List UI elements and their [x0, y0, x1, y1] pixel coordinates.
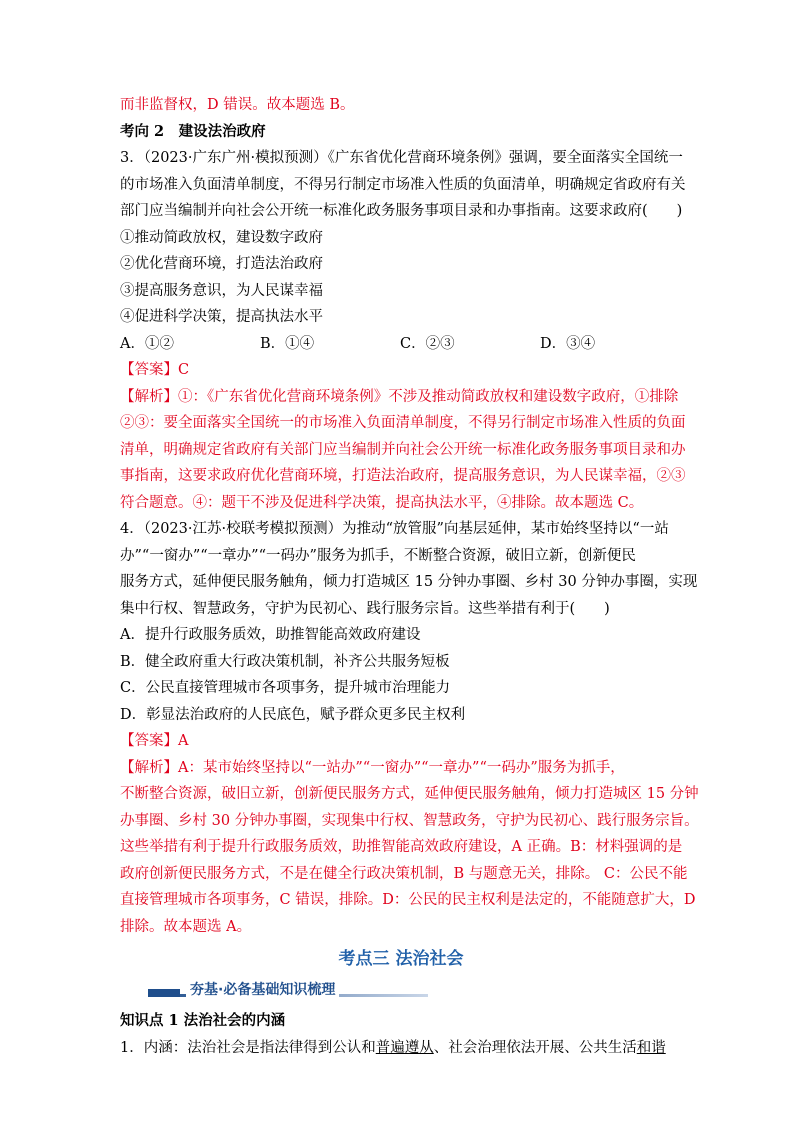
- definition-prefix: 1．内涵：法治社会是指法律得到公认和: [120, 1039, 376, 1056]
- q4-analysis-line: 【解析】A：某市始终坚持以“一站办”“一窗办”“一章办”“一码办”服务为抓手，: [120, 759, 625, 776]
- definition-underline-1: 普遍遵从: [375, 1039, 434, 1056]
- q4-answer: 【答案】A: [120, 733, 189, 749]
- q4-analysis-line: 不断整合资源，破旧立新，创新便民服务方式，延伸便民服务触角，倾力打造城区 15 分钟: [120, 786, 699, 802]
- q3-option-c: C．②③: [400, 335, 455, 352]
- q3-option-d: D．③④: [540, 335, 596, 352]
- section-banner: [120, 978, 682, 1004]
- banner-block: [148, 989, 180, 997]
- q3-analysis-line: 【解析】①：《广东省优化营商环境条例》不涉及推动简政放权和建设数字政府，①排除: [120, 388, 679, 405]
- q4-stem-line: 集中行权、智慧政务，守护为民初心、践行服务宗旨。这些举措有利于( ): [120, 600, 610, 617]
- q3-analysis-line: 事指南，这要求政府优化营商环境，打造法治政府，提高服务意识，为人民谋幸福，②③: [120, 468, 686, 484]
- question-4: [120, 516, 699, 940]
- q3-options: [120, 331, 682, 358]
- q4-analysis-line: 排除。故本题选 A。: [120, 918, 252, 935]
- q3-option-b: B．①④: [260, 335, 315, 352]
- q3-stem-line: 部门应当编制并向社会公开统一标准化政务服务事项目录和办事指南。这要求政府( ): [120, 203, 683, 219]
- q3-item: ②优化营商环境，打造法治政府: [120, 256, 323, 272]
- q4-analysis-line: 政府创新便民服务方式，不是在健全行政决策机制，B 与题意无关，排除。 C：公民不能: [120, 865, 688, 882]
- q3-item: ③提高服务意识，为人民谋幸福: [120, 282, 323, 299]
- knowledge-point-title: 知识点 1 法治社会的内涵: [120, 1012, 286, 1029]
- q3-item: ④促进科学决策，提高执法水平: [120, 309, 323, 325]
- definition-line: [120, 1035, 682, 1062]
- q3-analysis-line: 清单，明确规定省政府有关部门应当编制并向社会公开统一标准化政务服务事项目录和办: [120, 441, 686, 458]
- q4-stem-line: 服务方式，延伸便民服务触角，倾力打造城区 15 分钟办事圈、乡村 30 分钟办事圈，实现: [120, 574, 698, 590]
- section-title: 考点三 法治社会: [338, 949, 464, 969]
- q3-item: ①推动简政放权，建设数字政府: [120, 229, 323, 246]
- q4-stem-line: 办”“一窗办”“一章办”“一码办”服务为抓手，不断整合资源，破旧立新，创新便民: [120, 547, 636, 564]
- q3-stem-line: 的市场准入负面清单制度，不得另行制定市场准入性质的负面清单，明确规定省政府有关: [120, 176, 686, 193]
- subsection-heading: 考向 2 建设法治政府: [120, 122, 266, 140]
- q4-analysis-line: 直接管理城市各项事务，C 错误，排除。D：公民的民主权利是法定的，不能随意扩大，D: [120, 892, 696, 908]
- q4-option-a: A．提升行政服务质效，助推智能高效政府建设: [120, 627, 421, 643]
- banner-text: 夯基·必备基础知识梳理: [186, 978, 339, 1002]
- previous-answer-tail: 而非监督权，D 错误。故本题选 B。: [120, 97, 355, 113]
- q3-analysis-line: ②③：要全面落实全国统一的市场准入负面清单制度，不得另行制定市场准入性质的负面: [120, 415, 686, 431]
- q3-option-a: A．①②: [120, 335, 174, 352]
- q4-option-c: C．公民直接管理城市各项事务，提升城市治理能力: [120, 680, 451, 696]
- q4-analysis-line: 办事圈、乡村 30 分钟办事圈，实现集中行权、智慧政务，守护为民初心、践行服务宗旨。: [120, 812, 699, 829]
- definition-middle: 、社会治理依法开展、公共生活: [433, 1039, 637, 1056]
- definition-underline-2: 和谐: [636, 1039, 666, 1056]
- q4-analysis-line: 这些举措有利于提升行政服务质效，助推智能高效政府建设，A 正确。B：材料强调的是: [120, 839, 683, 855]
- question-3: [120, 145, 686, 516]
- q4-option-d: D．彰显法治政府的人民底色，赋予群众更多民主权利: [120, 706, 466, 723]
- document-page: [120, 92, 699, 1061]
- q4-option-b: B．健全政府重大行政决策机制，补齐公共服务短板: [120, 653, 450, 670]
- q4-stem-line: 4．（2023·江苏·校联考模拟预测）为推动“放管服”向基层延伸，某市始终坚持以“一站: [120, 521, 669, 537]
- q3-stem-line: 3．（2023·广东广州·模拟预测）《广东省优化营商环境条例》强调，要全面落实全国统一: [120, 150, 683, 166]
- q3-analysis-line: 符合题意。④：题干不涉及促进科学决策，提高执法水平，④排除。故本题选 C。: [120, 494, 644, 511]
- q3-answer: 【答案】C: [120, 362, 190, 378]
